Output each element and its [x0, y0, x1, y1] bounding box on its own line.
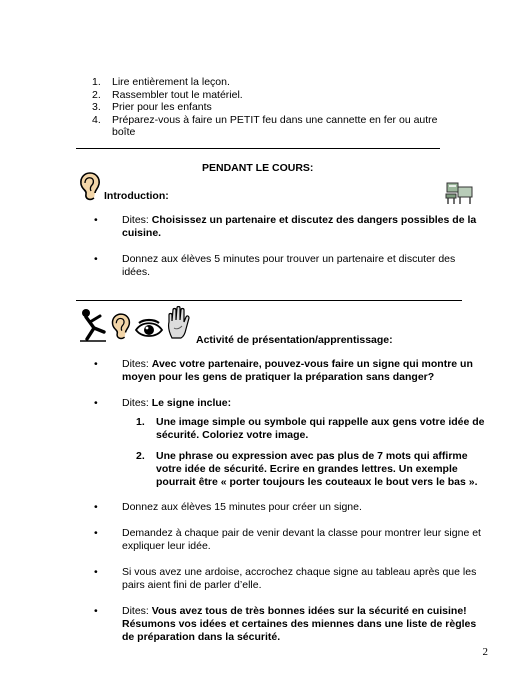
list-item: • Donnez aux élèves 15 minutes pour créer un signe. — [94, 501, 362, 513]
activity-list — [76, 358, 486, 644]
divider-middle — [76, 300, 462, 301]
prep-item: 3. Prier pour les enfants — [92, 101, 212, 113]
sign-requirements — [116, 416, 486, 489]
ear-icon — [76, 172, 102, 202]
intro-list — [76, 214, 486, 279]
list-item: • Dites: Choisissez un partenaire et discutez des dangers possibles de la cuisine. — [94, 214, 477, 239]
intro-heading: Introduction: — [104, 190, 169, 202]
activity-heading: Activité de présentation/apprentissage: — [196, 334, 393, 346]
hand-icon — [166, 306, 190, 340]
prep-item: 2. Rassembler tout le matériel. — [92, 88, 243, 101]
list-item: • Demandez à chaque pair de venir devant la classe pour montrer leur signe et expliquer leur idée. — [94, 527, 481, 552]
list-item: • Dites: Avec votre partenaire, pouvez-vous faire un signe qui montre un moyen pour les gens de pratiquer la préparation sans danger? — [94, 358, 473, 383]
list-item: • Dites: Le signe inclue: 1. Une image simple ou symbole qui rappelle aux gens votre idée de sécurité. Coloriez votre image. 2. Une phrase ou expression avec pas plus de 7 mots qui affirme votre idée de sécurité. Ecrire en grandes lettres. Un exemple pourrait être « porter toujours les couteaux le bout vers le bas ». — [94, 397, 485, 488]
list-item: • Dites: Vous avez tous de très bonnes idées sur la sécurité en cuisine! Résumons vos idées et certaines des miennes dans une liste de règles de préparation dans la sécurité. — [94, 605, 477, 643]
classroom-icon — [444, 178, 476, 206]
section-title: PENDANT LE COURS: — [202, 162, 314, 174]
ear-icon — [108, 312, 132, 342]
list-item: • Donnez aux élèves 5 minutes pour trouver un partenaire et discuter des idées. — [94, 253, 456, 278]
list-item: • Si vous avez une ardoise, accrochez chaque signe au tableau après que les pairs aient fini de parler d’elle. — [94, 566, 477, 591]
list-item: 2. Une phrase ou expression avec pas plus de 7 mots qui affirme votre idée de sécurité. Ecrire en grandes lettres. Un exemple pourrait être « porter toujours les couteaux le bout vers le bas ». — [136, 450, 478, 488]
list-item: 1. Une image simple ou symbole qui rappelle aux gens votre idée de sécurité. Coloriez votre image. — [136, 416, 485, 441]
prep-item: 4. Préparez-vous à faire un PETIT feu dans une cannette en fer ou autre boîte — [92, 113, 438, 138]
prep-item: 1. Lire entièrement la leçon. — [92, 76, 230, 88]
eye-icon — [134, 318, 164, 340]
page-number: 2 — [482, 646, 488, 658]
divider-top — [76, 148, 440, 149]
preparation-list — [92, 76, 452, 139]
figure-icon — [78, 308, 108, 342]
